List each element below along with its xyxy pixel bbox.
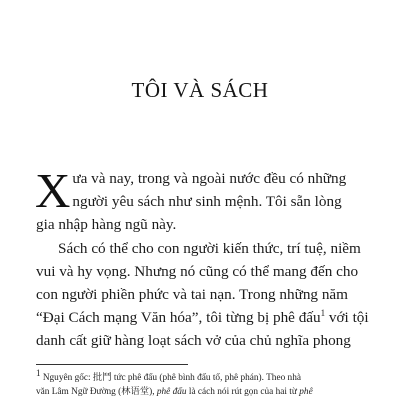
footnote-line-1 [36, 367, 366, 385]
footnote [36, 367, 366, 399]
paragraph-2-line-3: con người phiền phức và tai nạn. Trong những năm [36, 286, 348, 303]
footnote-line-2-part-1: văn Lâm Ngữ Đường (林语堂), [36, 387, 157, 397]
footnote-line-2-italic-2: phê [299, 387, 313, 397]
footnote-line-1-text: Nguyên gốc: 批鬥 tức phê đấu (phê bình đấu tố, phê phán). Theo nhà [40, 373, 301, 383]
paragraph-2-line-4-start: “Đại Cách mạng Văn hóa”, tôi từng bị phê đấu [36, 309, 321, 326]
paragraph-1-line-1: ưa và nay, trong và ngoài nước đều có những [72, 170, 347, 187]
paragraph-1 [35, 163, 364, 236]
footnote-line-2-part-2: là cách nói rút gọn của hai từ [186, 387, 300, 397]
paragraph-1-line-3: gia nhập hàng ngũ này. [36, 216, 177, 233]
paragraph-2 [36, 237, 369, 352]
paragraph-2-line-4-end: với tội [325, 309, 369, 326]
paragraph-2-line-1: Sách có thể cho con người kiến thức, trí tuệ, niềm [58, 240, 361, 257]
paragraph-2-line-5: danh cất giữ hàng loạt sách vở của chủ nghĩa phong [36, 332, 351, 349]
chapter-title: TÔI VÀ SÁCH [131, 78, 269, 102]
footnote-reference[interactable]: 1 [320, 307, 326, 318]
footnote-line-2-italic-1: phê đấu [156, 387, 187, 397]
paragraph-2-line-4 [36, 306, 369, 329]
paragraph-2-line-2: vui và hy vọng. Nhưng nó cũng có thể mang đến cho [36, 263, 359, 280]
footnote-mark: 1 [36, 367, 41, 378]
footnote-divider [36, 364, 188, 365]
paragraph-1-line-2: người yêu sách như sinh mệnh. Tôi sẵn lòng [72, 193, 342, 210]
drop-cap: X [35, 163, 71, 218]
footnote-line-2 [36, 385, 366, 399]
